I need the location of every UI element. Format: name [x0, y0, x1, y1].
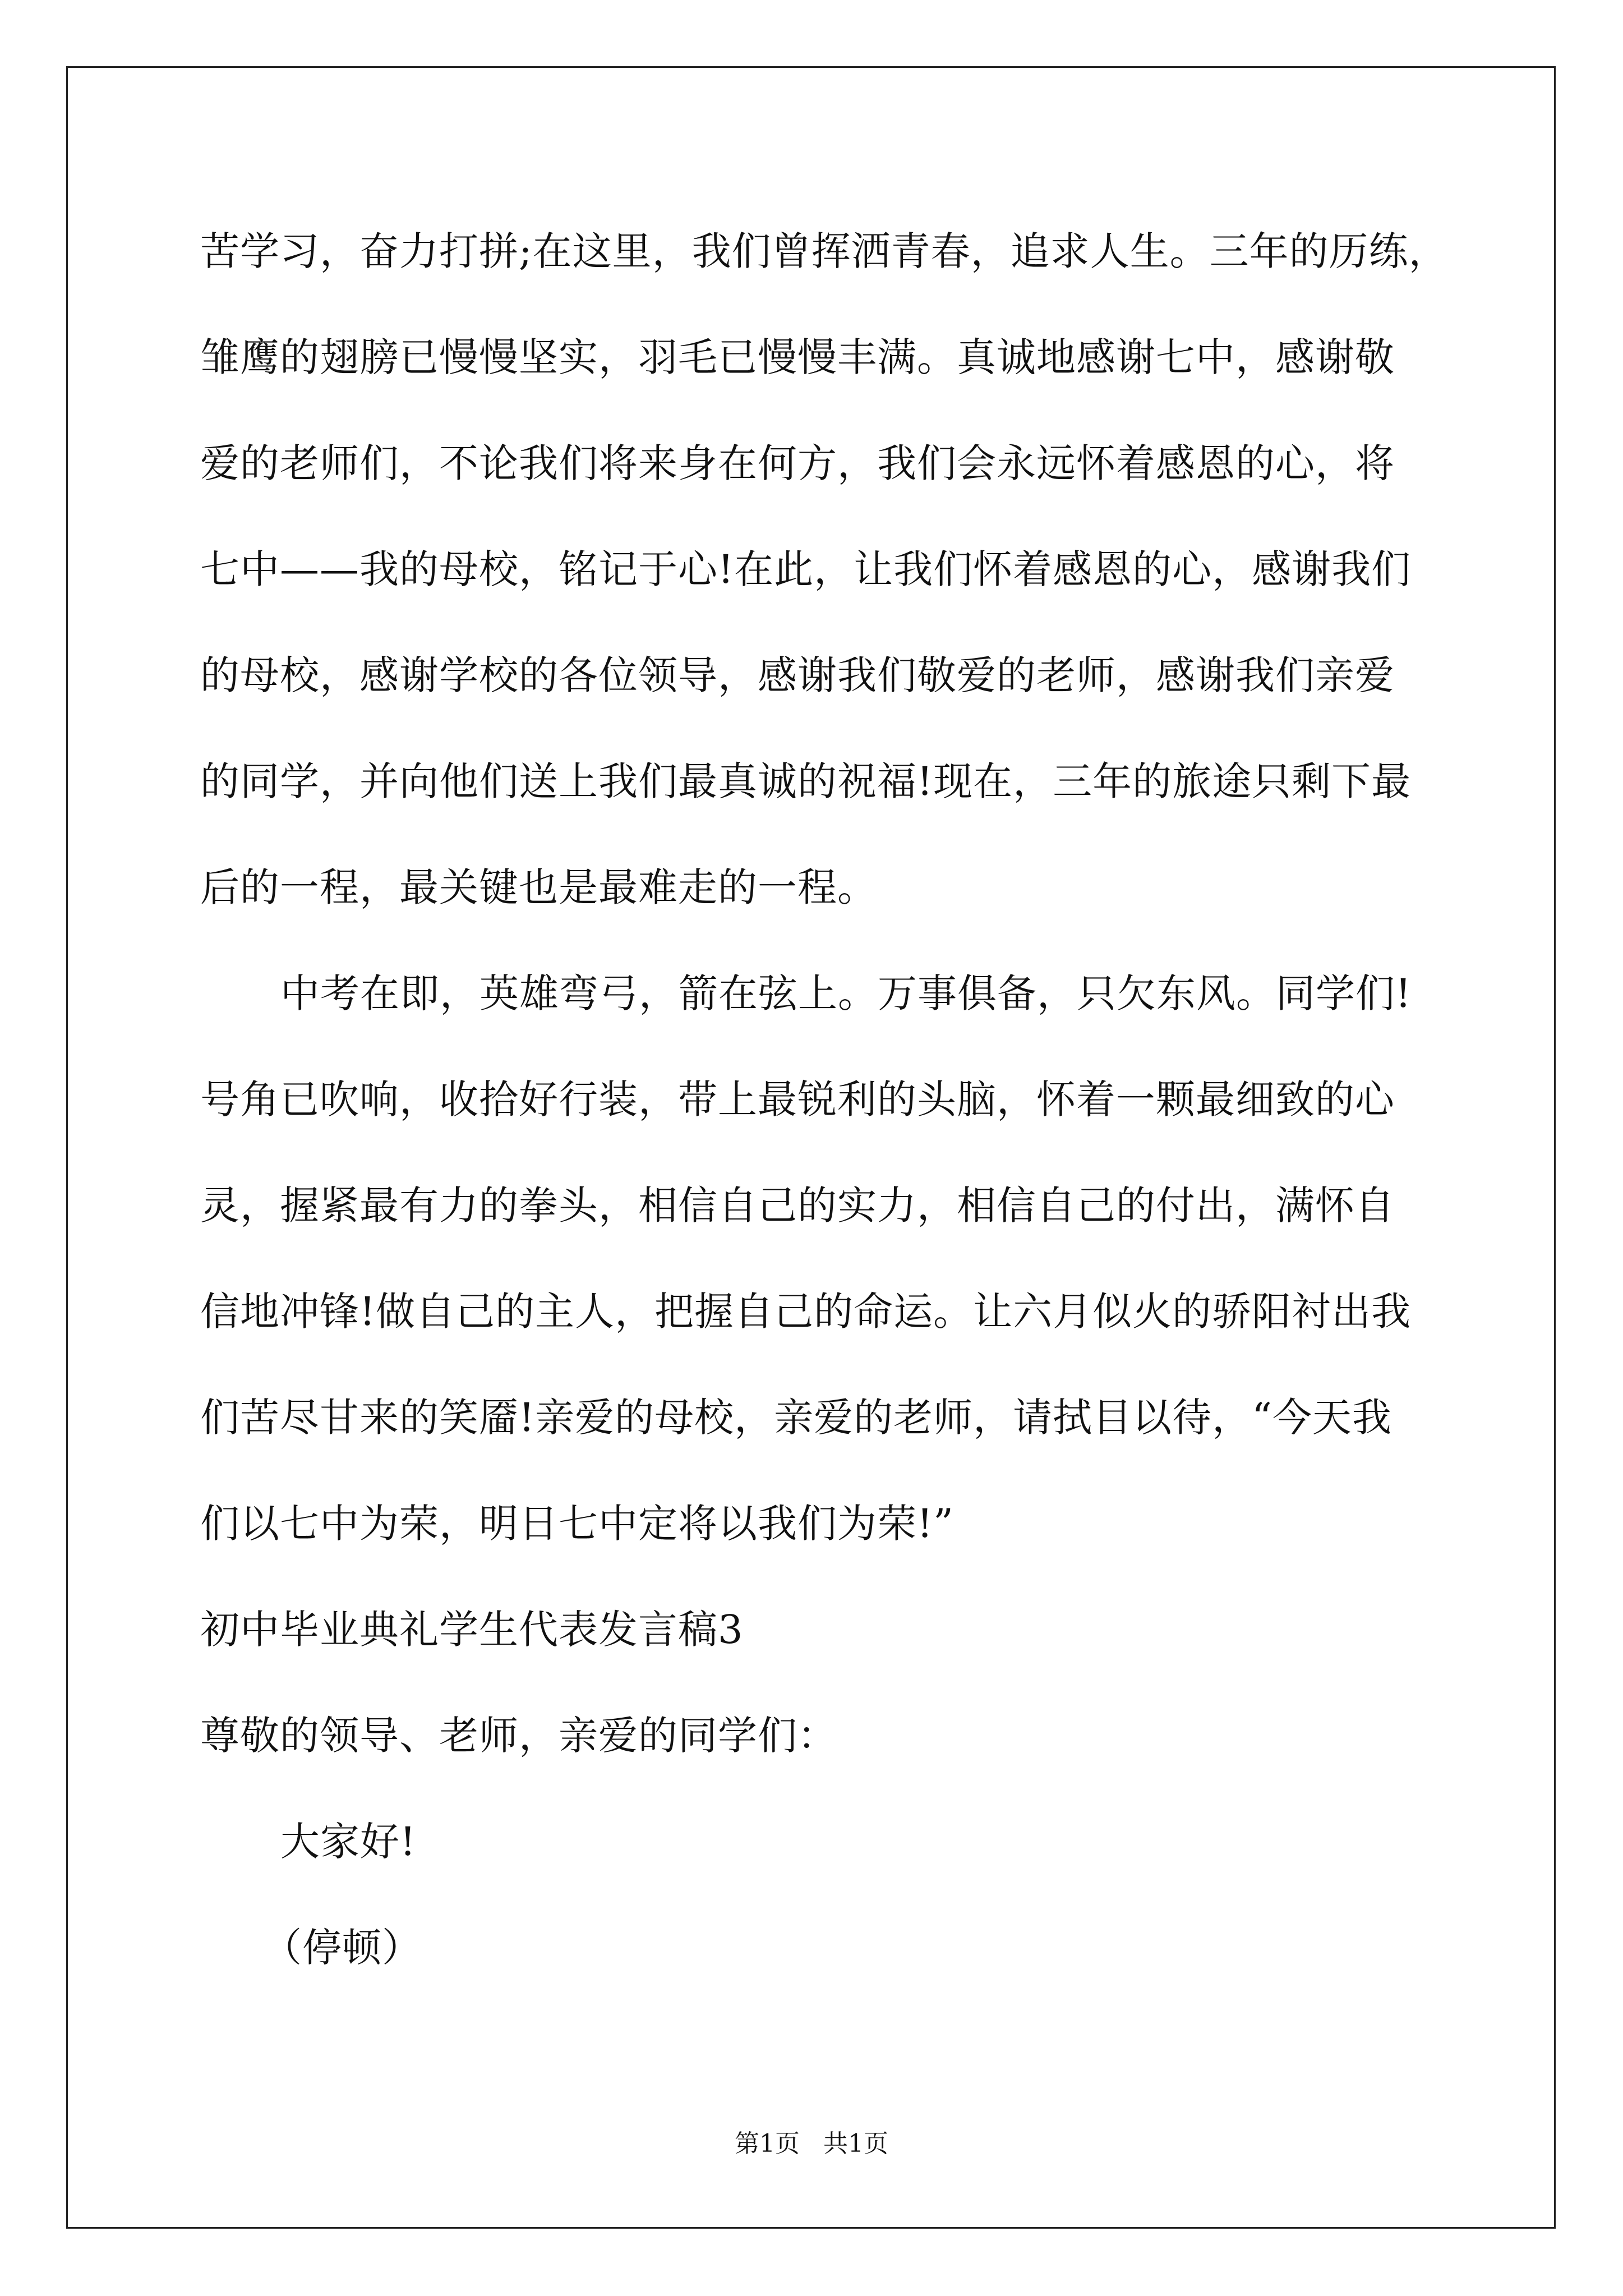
paragraph-line: 的母校，感谢学校的各位领导，感谢我们敬爱的老师，感谢我们亲爱 — [200, 652, 1395, 698]
paragraph-line: 灵，握紧最有力的拳头，相信自己的实力，相信自己的付出，满怀自 — [200, 1182, 1395, 1228]
paragraph-line: 信地冲锋!做自己的主人，把握自己的命运。让六月似火的骄阳衬出我 — [200, 1289, 1412, 1335]
paragraph-line: 爱的老师们，不论我们将来身在何方，我们会永远怀着感恩的心，将 — [200, 440, 1395, 486]
paragraph-line: 号角已吹响，收拾好行装，带上最锐利的头脑，怀着一颗最细致的心 — [200, 1076, 1395, 1122]
section-heading: 初中毕业典礼学生代表发言稿3 — [200, 1607, 744, 1653]
paragraph-line: 们苦尽甘来的笑靥!亲爱的母校，亲爱的老师，请拭目以待，“今天我 — [200, 1395, 1392, 1441]
paragraph-line: 后的一程，最关键也是最难走的一程。 — [200, 864, 877, 910]
page-frame — [66, 66, 1556, 2229]
paragraph-line: 的同学，并向他们送上我们最真诚的祝福!现在，三年的旅途只剩下最 — [200, 758, 1412, 804]
paragraph-line: 苦学习，奋力打拼;在这里，我们曾挥洒青春，追求人生。三年的历练， — [200, 228, 1449, 274]
paragraph-line: 中考在即，英雄弯弓，箭在弦上。万事俱备，只欠东风。同学们! — [280, 970, 1412, 1016]
greeting: 大家好! — [280, 1819, 417, 1865]
page-footer: 第1页 共1页 — [735, 2129, 888, 2158]
paragraph-line: 们以七中为荣，明日七中定将以我们为荣!” — [200, 1501, 954, 1547]
paragraph-line: 七中——我的母校，铭记于心!在此，让我们怀着感恩的心，感谢我们 — [200, 546, 1412, 592]
salutation: 尊敬的领导、老师，亲爱的同学们： — [200, 1713, 837, 1759]
paragraph-line: 雏鹰的翅膀已慢慢坚实，羽毛已慢慢丰满。真诚地感谢七中，感谢敬 — [200, 334, 1395, 380]
stage-direction: （停顿） — [262, 1925, 422, 1971]
